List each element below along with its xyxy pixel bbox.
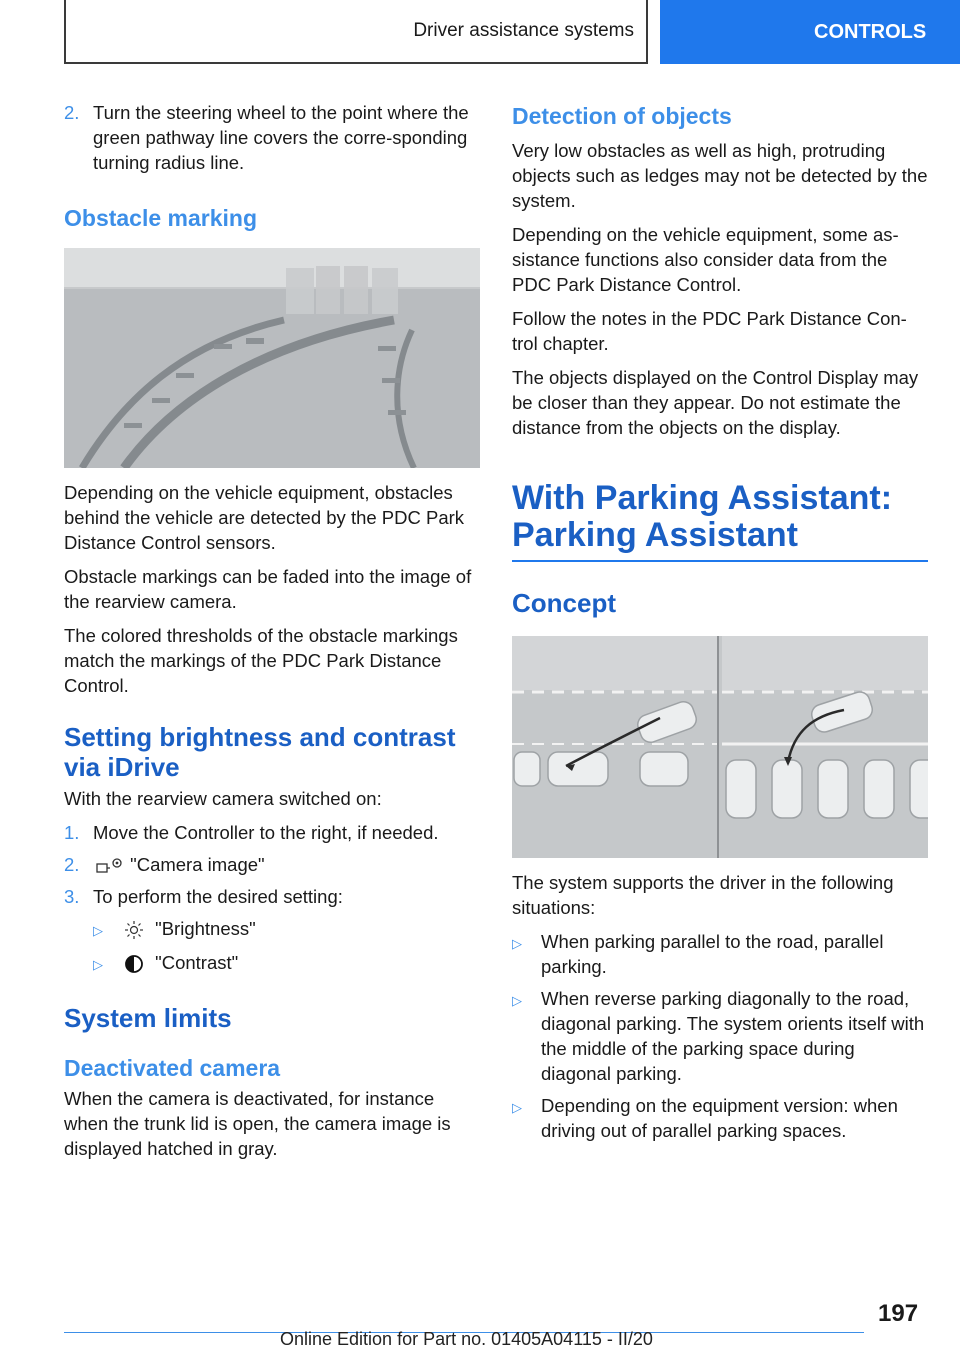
step-number: 2. [64, 854, 80, 875]
concept-paragraph: The system supports the driver in the following situations: [512, 872, 894, 918]
brightness-step-2 [64, 852, 480, 877]
detection-paragraph-2: Depending on the vehicle equipment, some as-sistance functions also consider data from the PDC Park Distance Control. [512, 224, 899, 295]
concept-bullet-2 [512, 986, 928, 1086]
option-text: "Brightness" [155, 918, 256, 940]
section-title: Driver assistance systems [413, 20, 634, 41]
obstacle-paragraph-3: The colored thresholds of the obstacle markings match the markings of the PDC Park Distance Control. [64, 625, 458, 696]
sub-option-contrast [64, 950, 480, 977]
chapter-title: CONTROLS [814, 20, 927, 43]
left-column [64, 100, 480, 1170]
step-text: To perform the desired setting: [93, 886, 343, 908]
bullet-icon: ▷ [93, 923, 103, 939]
header-section [64, 0, 648, 64]
heading-parking-assistant: With Parking Assistant: Parking Assistant [512, 479, 893, 554]
heading-obstacle-marking: Obstacle marking [64, 205, 258, 231]
bullet-text: When parking parallel to the road, parallel parking. [541, 931, 884, 977]
step-number: 2. [64, 102, 80, 123]
step-number: 1. [64, 822, 80, 843]
brightness-intro: With the rearview camera switched on: [64, 788, 382, 809]
heading-rule [512, 560, 928, 562]
sub-option-brightness [64, 916, 480, 943]
bullet-text: When reverse parking diagonally to the road, diagonal parking. The system orients itself with the middle of the parking space during diagonal parking. [541, 988, 925, 1084]
heading-brightness-contrast: Setting brightness and contrast via iDrive [64, 722, 456, 782]
option-text: "Contrast" [155, 952, 239, 974]
detection-paragraph-1: Very low obstacles as well as high, protruding objects such as ledges may not be detected by the system. [512, 140, 928, 211]
obstacle-paragraph-1: Depending on the vehicle equipment, obstacles behind the vehicle are detected by the PDC Park Distance Control sensors. [64, 482, 465, 553]
step-text: "Camera image" [130, 854, 265, 875]
brightness-step-3 [64, 884, 480, 909]
bullet-icon: ▷ [512, 993, 522, 1008]
detection-paragraph-4: The objects displayed on the Control Display may be closer than they appear. Do not estimate the distance from the objects on the display. [512, 367, 919, 438]
page-number: 197 [878, 1300, 919, 1327]
step-number: 3. [64, 886, 80, 908]
contrast-icon [122, 953, 146, 975]
bullet-icon: ▷ [512, 1100, 522, 1115]
heading-detection-objects: Detection of objects [512, 103, 732, 129]
header-chapter [660, 0, 960, 64]
heading-deactivated-camera: Deactivated camera [64, 1055, 281, 1082]
heading-system-limits: System limits [64, 1003, 232, 1034]
bullet-icon: ▷ [512, 936, 522, 951]
step-text: Move the Controller to the right, if needed. [93, 822, 439, 843]
step-text: Turn the steering wheel to the point where the green pathway line covers the corre-sponding turning radius line. [93, 102, 469, 173]
deactivated-paragraph: When the camera is deactivated, for instance when the trunk lid is open, the camera image is displayed hatched in gray. [64, 1088, 451, 1160]
bullet-icon: ▷ [93, 957, 103, 973]
brightness-step-1 [64, 820, 480, 845]
footer-edition: Online Edition for Part no. 01405A04115 - II/20 [280, 1329, 653, 1349]
camera-settings-icon [93, 855, 125, 877]
detection-paragraph-3: Follow the notes in the PDC Park Distance Con-trol chapter. [512, 308, 907, 354]
obstacle-paragraph-2: Obstacle markings can be faded into the image of the rearview camera. [64, 566, 472, 612]
brightness-icon [122, 919, 146, 941]
bullet-text: Depending on the equipment version: when driving out of parallel parking spaces. [541, 1095, 898, 1141]
concept-bullet-3 [512, 1093, 928, 1143]
parking-concept-image [512, 636, 928, 858]
heading-concept: Concept [512, 588, 616, 618]
concept-bullet-1 [512, 929, 928, 979]
right-column [512, 100, 928, 1150]
step-2-continued [64, 100, 480, 175]
obstacle-marking-image [64, 248, 480, 468]
